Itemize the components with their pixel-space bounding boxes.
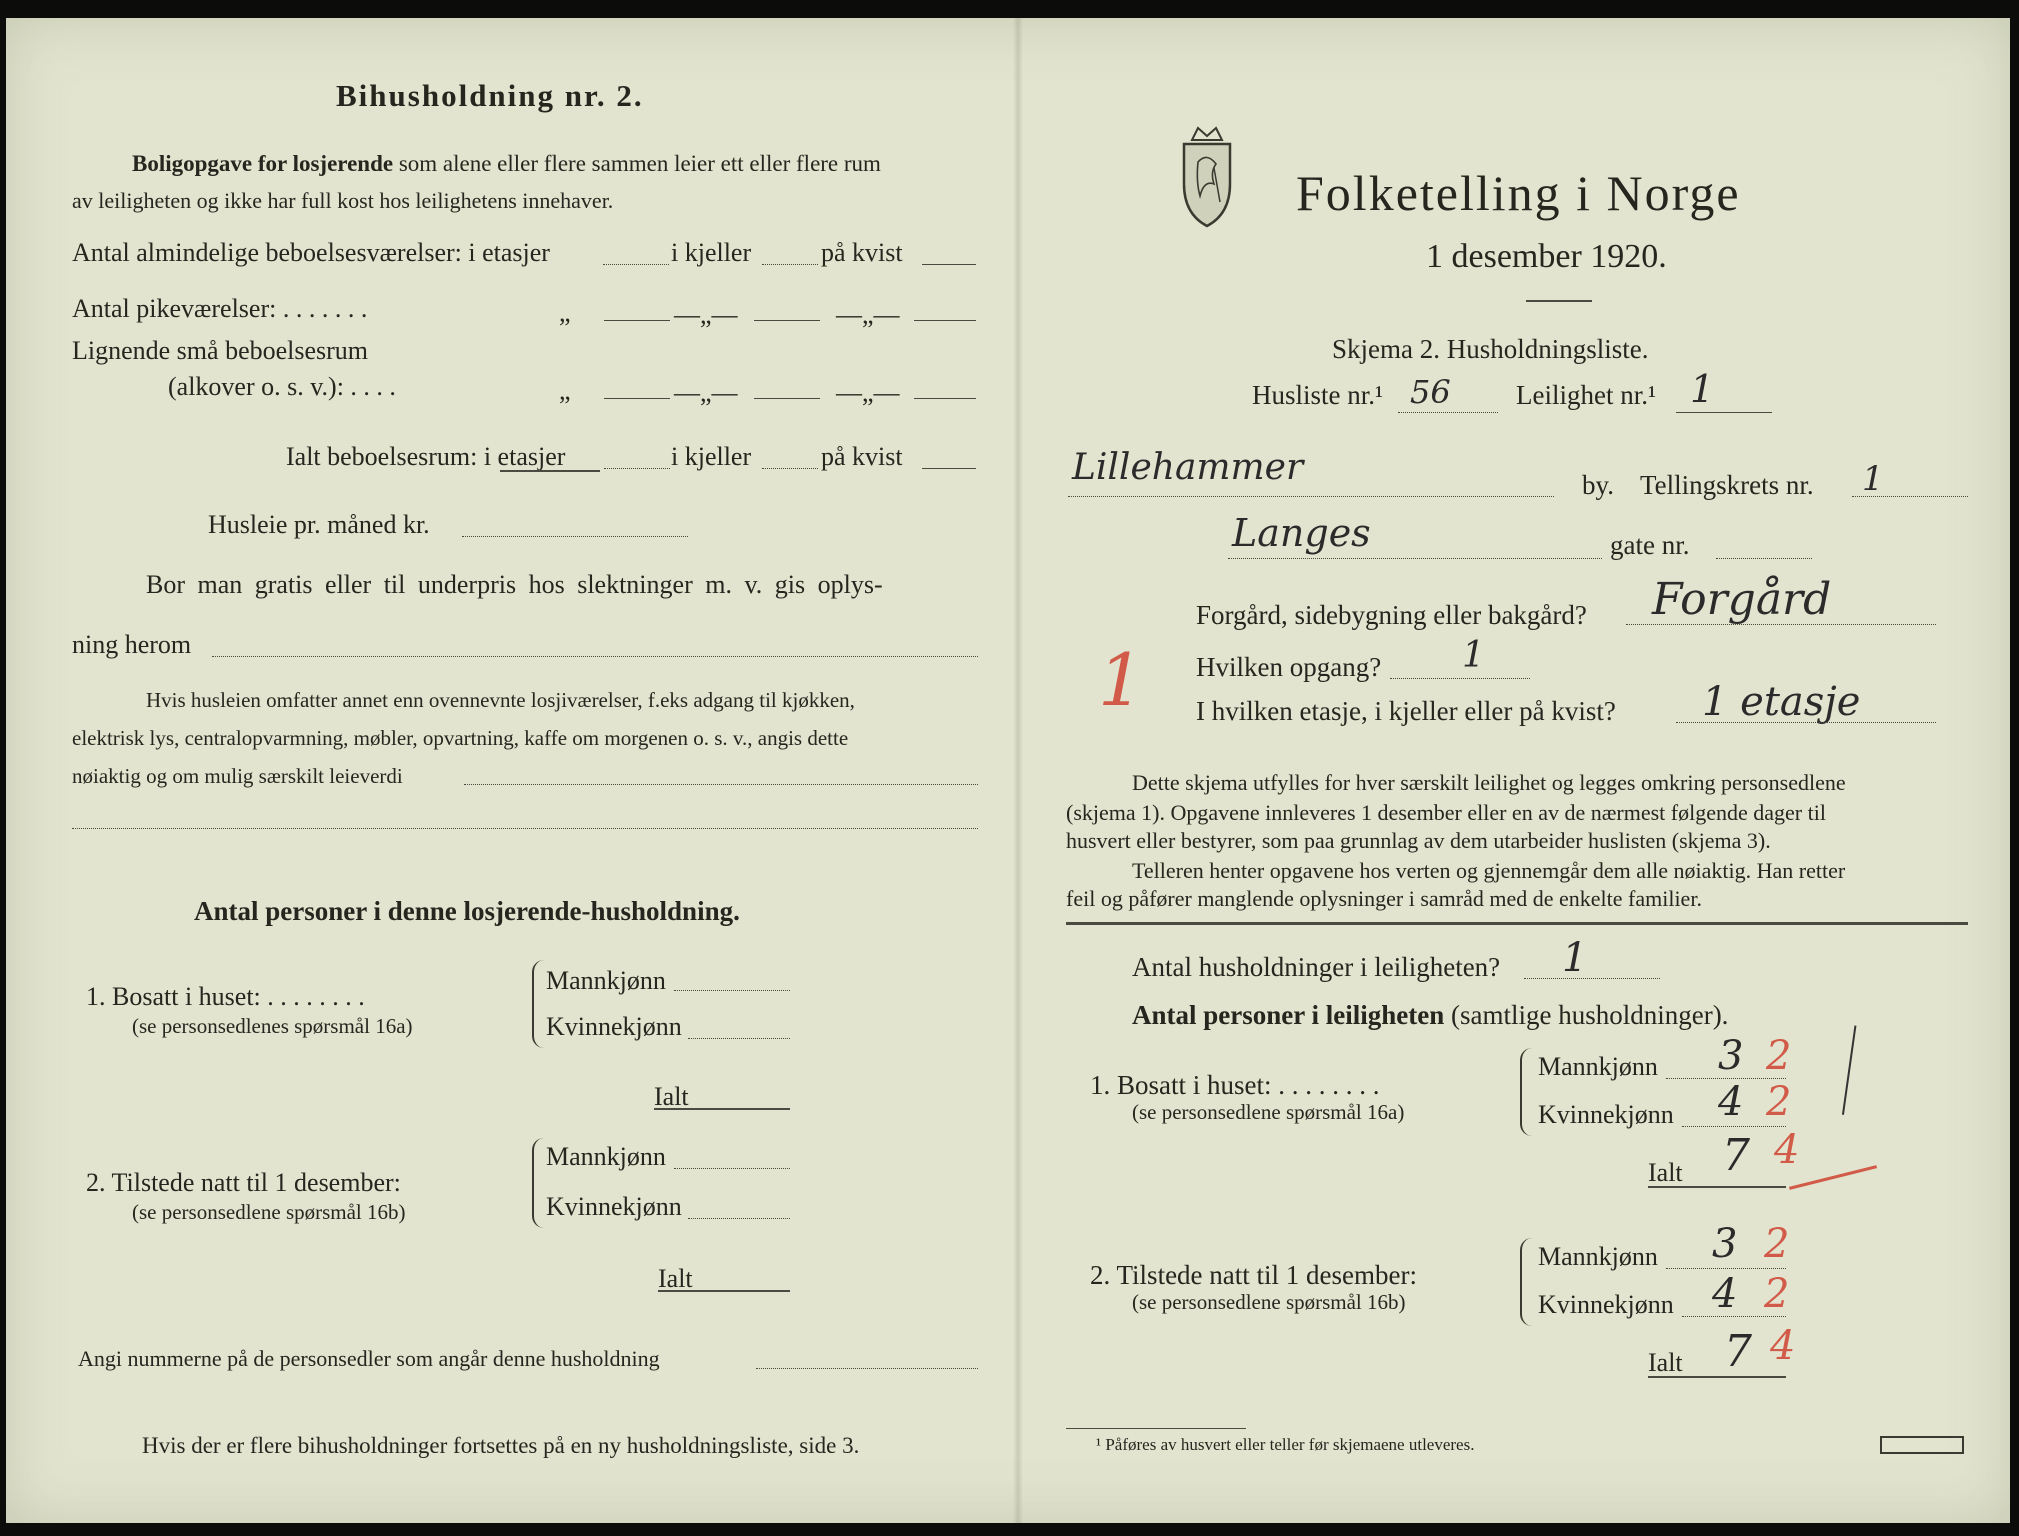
ialt-etasjer-field[interactable]: [604, 468, 670, 469]
leilighet-value[interactable]: 1: [1690, 367, 1715, 411]
printer-stamp: [1880, 1436, 1964, 1454]
right-q1-ialt-red: 4: [1774, 1127, 1800, 1173]
right-q2-mann-field: [1666, 1268, 1786, 1269]
right-q2-kvinne-label: Kvinnekjønn: [1538, 1290, 1674, 1319]
etasje-field: [1676, 722, 1936, 723]
note-line-1: Hvis husleien omfatter annet enn ovennevnte losjiværelser, f.eks adgang til kjøkken,: [146, 688, 855, 712]
right-q2-ialt-label: Ialt: [1648, 1348, 1683, 1377]
red-margin-mark: 1: [1098, 638, 1144, 722]
hush-label: Antal husholdninger i leiligheten?: [1132, 952, 1501, 982]
by-value[interactable]: Lillehammer: [1072, 447, 1304, 488]
hush-field: [1524, 978, 1660, 979]
right-q1-mann-label: Mannkjønn: [1538, 1052, 1658, 1081]
left-q1-sub: (se personsedlenes spørsmål 16a): [132, 1014, 413, 1038]
krets-field: [1852, 496, 1968, 497]
right-q1-kvinne-field: [1682, 1126, 1786, 1127]
right-q1-mann-value[interactable]: 3: [1718, 1033, 1744, 1079]
left-title: Bihusholdning nr. 2.: [336, 78, 644, 113]
left-q2-label: 2. Tilstede natt til 1 desember:: [86, 1168, 401, 1197]
info-line-4: Telleren henter opgavene hos verten og gjennemgår dem alle nøiaktig. Han retter: [1132, 858, 1846, 883]
right-persons-heading-rest: (samtlige husholdninger).: [1450, 1000, 1729, 1030]
ialt-rooms-underline: [500, 470, 600, 472]
right-persons-heading: Antal personer i leiligheten: [1132, 1000, 1445, 1030]
note-line-2: elektrisk lys, centralopvarmning, møbler, opvartning, kaffe om morgenen o. s. v., angis dette: [72, 726, 849, 750]
alkover-kjeller-field[interactable]: [754, 398, 820, 399]
alkover-label: (alkover o. s. v.): . . . .: [168, 372, 396, 401]
opgang-label: Hvilken opgang?: [1196, 652, 1382, 682]
ialt-kjeller-field[interactable]: [762, 468, 818, 469]
norway-coat-of-arms-icon: [1178, 122, 1236, 232]
gate-value[interactable]: Langes: [1232, 511, 1371, 555]
left-q1-kvinne-field[interactable]: [688, 1038, 790, 1039]
rooms-kvist-label: på kvist: [821, 238, 903, 267]
pike-kjeller-field[interactable]: [754, 320, 820, 321]
footnote: ¹ Påføres av husvert eller teller før skjemaene utleveres.: [1096, 1435, 1475, 1454]
left-q1-ialt-field[interactable]: [654, 1108, 790, 1110]
right-q2-brace: [1520, 1238, 1532, 1326]
leieverdi-field[interactable]: [464, 784, 978, 785]
right-q1-ialt-field: [1648, 1186, 1786, 1188]
forgard-field: [1626, 624, 1936, 625]
left-q2-brace: [532, 1138, 544, 1228]
husliste-value[interactable]: 56: [1410, 373, 1451, 411]
intro-rest-1: som alene eller flere sammen leier ett eller flere rum: [398, 151, 881, 176]
rooms-kjeller-label: i kjeller: [671, 238, 752, 267]
angi-label: Angi nummerne på de personsedler som angår denne husholdning: [78, 1346, 660, 1371]
right-q1-ialt-label: Ialt: [1648, 1158, 1683, 1187]
left-q2-kvinne-label: Kvinnekjønn: [546, 1192, 682, 1221]
right-q2-mann-value[interactable]: 3: [1712, 1221, 1738, 1267]
ialt-rooms-label: Ialt beboelsesrum: i etasjer: [286, 442, 566, 471]
right-q1-brace: [1520, 1048, 1532, 1136]
intro-bold: Boligopgave for losjerende: [132, 151, 394, 176]
page-fold: [1013, 18, 1023, 1523]
right-q2-mann-red: 2: [1764, 1221, 1790, 1267]
gate-label: gate nr.: [1610, 530, 1690, 560]
leieverdi-field-2[interactable]: [72, 828, 978, 829]
right-q1-kvinne-label: Kvinnekjønn: [1538, 1100, 1674, 1129]
pike-ditto-2: —„—: [674, 300, 738, 329]
by-label: by.: [1582, 470, 1614, 500]
pike-etasjer-field[interactable]: [604, 320, 670, 321]
husleie-field[interactable]: [462, 536, 688, 537]
footnote-rule: [1066, 1428, 1246, 1429]
title-rule: [1526, 300, 1592, 302]
right-q1-label: 1. Bosatt i huset: . . . . . . . .: [1090, 1070, 1380, 1100]
forgard-value[interactable]: Forgård: [1652, 574, 1832, 625]
by-field: [1068, 496, 1554, 497]
rooms-label: Antal almindelige beboelsesværelser: i etasjer: [72, 238, 550, 267]
left-footer: Hvis der er flere bihusholdninger fortsettes på en ny husholdningsliste, side 3.: [142, 1433, 860, 1458]
alkover-ditto-2: —„—: [674, 378, 738, 407]
opgang-field: [1390, 678, 1530, 679]
pike-ditto: „: [559, 298, 571, 327]
census-form-sheet: [6, 18, 2010, 1523]
right-q1-kvinne-value[interactable]: 4: [1718, 1079, 1744, 1125]
right-q1-kvinne-red: 2: [1766, 1079, 1792, 1125]
right-q2-kvinne-value[interactable]: 4: [1712, 1271, 1738, 1317]
right-q1-ialt-value[interactable]: 7: [1722, 1130, 1750, 1181]
red-strike: [1789, 1165, 1877, 1190]
left-q2-mann-label: Mannkjønn: [546, 1142, 666, 1171]
husleie-label: Husleie pr. måned kr.: [208, 510, 430, 539]
note-line-3: nøiaktig og om mulig særskilt leieverdi: [72, 764, 403, 788]
left-persons-heading: Antal personer i denne losjerende-husholdning.: [194, 896, 740, 926]
krets-value[interactable]: 1: [1862, 459, 1884, 499]
gratis-line-2: ning herom: [72, 630, 192, 659]
gratis-field[interactable]: [212, 656, 978, 657]
lignende-label: Lignende små beboelsesrum: [72, 336, 369, 365]
leilighet-label: Leilighet nr.¹: [1516, 380, 1657, 410]
rooms-etasjer-field[interactable]: [603, 264, 669, 265]
left-q2-ialt-field[interactable]: [658, 1290, 790, 1292]
right-q1-mann-red: 2: [1766, 1033, 1792, 1079]
info-line-3: husvert eller bestyrer, som paa grunnlag av dem utarbeider huslisten (skjema 3).: [1066, 828, 1771, 853]
right-q2-ialt-value[interactable]: 7: [1724, 1326, 1752, 1377]
info-line-1: Dette skjema utfylles for hver særskilt leilighet og legges omkring personsedlene: [1132, 770, 1846, 795]
hush-value[interactable]: 1: [1562, 935, 1588, 981]
opgang-value[interactable]: 1: [1462, 635, 1485, 676]
left-q2-mann-field[interactable]: [674, 1168, 790, 1169]
leilighet-field: [1676, 412, 1772, 413]
alkover-etasjer-field[interactable]: [604, 398, 670, 399]
right-title: Folketelling i Norge: [1296, 165, 1741, 221]
intro-rest-2: av leiligheten og ikke har full kost hos leilighetens innehaver.: [72, 188, 614, 213]
info-line-2: (skjema 1). Opgavene innleveres 1 desember eller en av de nærmest følgende dager til: [1066, 800, 1826, 825]
gate-field: [1228, 558, 1602, 559]
angi-field[interactable]: [756, 1368, 978, 1369]
pike-kvist-field[interactable]: [914, 320, 976, 321]
tick-mark: [1842, 1026, 1896, 1121]
husliste-label: Husliste nr.¹: [1252, 380, 1384, 410]
left-q2-kvinne-field[interactable]: [688, 1218, 790, 1219]
rooms-kvist-field[interactable]: [922, 264, 976, 265]
right-q2-ialt-field: [1648, 1376, 1786, 1378]
left-q1-mann-label: Mannkjønn: [546, 966, 666, 995]
alkover-kvist-field[interactable]: [914, 398, 976, 399]
left-q1-kvinne-label: Kvinnekjønn: [546, 1012, 682, 1041]
info-rule: [1066, 922, 1968, 925]
pike-ditto-3: —„—: [836, 300, 900, 329]
alkover-ditto: „: [559, 376, 571, 405]
left-q1-label: 1. Bosatt i huset: . . . . . . . .: [86, 982, 365, 1011]
rooms-kjeller-field[interactable]: [762, 264, 818, 265]
left-q2-sub: (se personsedlene spørsmål 16b): [132, 1200, 406, 1224]
pike-label: Antal pikeværelser: . . . . . . .: [72, 294, 368, 323]
right-q1-sub: (se personsedlene spørsmål 16a): [1132, 1100, 1405, 1124]
right-q2-mann-label: Mannkjønn: [1538, 1242, 1658, 1271]
right-q2-ialt-red: 4: [1770, 1323, 1796, 1369]
left-q1-mann-field[interactable]: [674, 990, 790, 991]
ialt-kvist-label: på kvist: [821, 442, 903, 471]
left-q1-brace: [532, 960, 544, 1048]
right-q2-kvinne-red: 2: [1764, 1271, 1790, 1317]
husliste-field: [1398, 412, 1498, 413]
right-date: 1 desember 1920.: [1426, 238, 1667, 275]
gate-nr-field[interactable]: [1716, 558, 1812, 559]
alkover-ditto-3: —„—: [836, 378, 900, 407]
right-q2-label: 2. Tilstede natt til 1 desember:: [1090, 1260, 1417, 1290]
left-q1-ialt-label: Ialt: [654, 1082, 689, 1111]
info-line-5: feil og påfører manglende oplysninger i samråd med de enkelte familier.: [1066, 886, 1702, 911]
gratis-line-1: Bor man gratis eller til underpris hos slektninger m. v. gis oplys-: [146, 570, 883, 599]
krets-label: Tellingskrets nr.: [1640, 470, 1814, 500]
right-q2-sub: (se personsedlene spørsmål 16b): [1132, 1290, 1406, 1314]
skjema-label: Skjema 2. Husholdningsliste.: [1332, 334, 1649, 364]
ialt-kjeller-label: i kjeller: [671, 442, 752, 471]
left-q2-ialt-label: Ialt: [658, 1264, 693, 1293]
etasje-value[interactable]: 1 etasje: [1702, 679, 1861, 725]
etasje-label: I hvilken etasje, i kjeller eller på kvist?: [1196, 696, 1616, 726]
ialt-kvist-field[interactable]: [922, 468, 976, 469]
forgard-label: Forgård, sidebygning eller bakgård?: [1196, 600, 1587, 630]
